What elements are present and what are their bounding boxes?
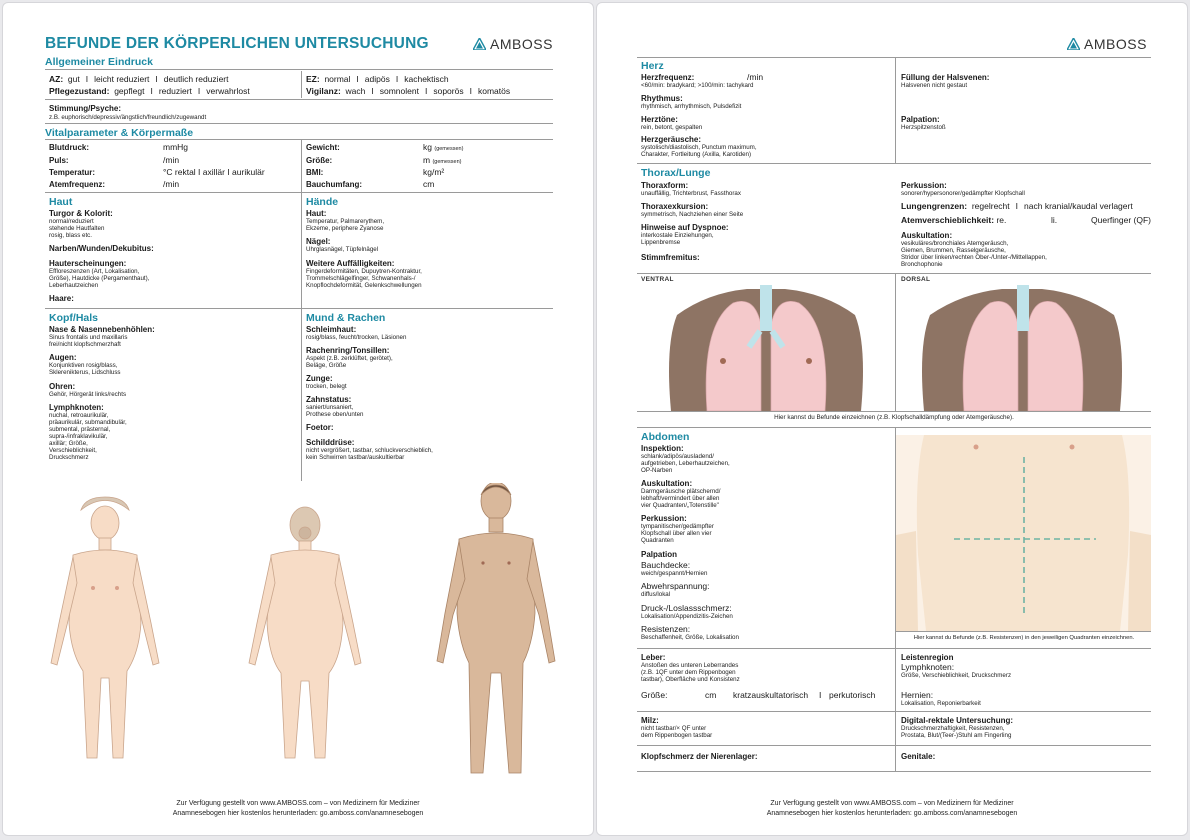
thorax-caption: Hier kannst du Befunde einzeichnen (z.B. Klopfschalldämpfung oder Atemgeräusche). [774,414,1014,421]
amboss-logo [473,36,553,52]
nase-label: Nase & Nasennebenhöhlen: [49,325,155,334]
vigilanz-row: Vigilanz: wach I somnolent I soporös I komatös [306,86,511,96]
halsvenen-label: Füllung der Halsvenen: [901,73,990,82]
abdomen-caption: Hier kannst du Befunde (z.B. Resistenzen) in den jeweiligen Quadranten einzeichnen. [913,635,1135,641]
body-figures [43,483,563,793]
haende-haut-hint: Temperatur, Palmarerythem, Ekzeme, periphere Zyanose [306,218,385,232]
rhythmus-hint: rhythmisch, arrhythmisch, Pulsdefizit [641,103,742,110]
hauters-label: Hauterscheinungen: [49,259,127,268]
section-vital: Vitalparameter & Körpermaße [45,127,194,139]
leiste-label: Leistenregion [901,653,954,662]
inspektion-label: Inspektion: [641,444,684,453]
download-link[interactable]: Anamnesebogen hier kostenlos herunterladen: go.amboss.com/anamnesebogen [172,810,424,817]
ventral-label: VENTRAL [641,276,674,283]
gewicht-label: Gewicht: [306,143,340,152]
section-herz: Herz [641,60,664,72]
dru-label: Digital-rektale Untersuchung: [901,716,1014,725]
herzfreq-unit: /min [747,72,764,82]
abwehr-hint: diffus/lokal [641,591,671,598]
leber-label: Leber: [641,653,666,662]
schild-hint: nicht vergrößert, tastbar, schluckverschieblich, kein Schwirren tastbar/auskultierbar [306,447,433,461]
az-option[interactable]: leicht reduziert [94,74,150,84]
footer: Zur Verfügung gestellt von www.AMBOSS.com – von Medizinern für Mediziner Anamnesebogen hier kostenlos herunterladen: go.amboss.com/anamnesebogen [597,799,1187,819]
herzfreq-label: Herzfrequenz: [641,73,695,82]
blutdruck-unit: mmHg [163,142,189,152]
lungengrenzen-option[interactable]: nach kranial/kaudal verlagert [1024,201,1133,211]
atem-unit: /min [163,179,180,189]
abdomen-perk-hint: tympanitischer/gedämpfter Klopfschall über allen vier Quadranten [641,523,714,544]
bmi-unit: kg/m² [423,167,445,177]
turgor-hint: normal/reduziert stehende Hautfalten rosig, blass etc. [49,218,105,239]
herz-palp-label: Palpation: [901,115,940,124]
ez-option[interactable]: normal [324,74,351,84]
az-option[interactable]: gut [67,74,80,84]
abdomen-ausk-label: Auskultation: [641,479,693,488]
ez-row: EZ: normal I adipös I kachektisch [306,74,449,84]
thoraxform-hint: unauffällig, Trichterbrust, Fassthorax [641,190,741,197]
zahn-label: Zahnstatus: [306,395,352,404]
pflege-option[interactable]: reduziert [158,86,192,96]
amboss-wordmark: AMBOSS [490,36,553,52]
ez-option[interactable]: kachektisch [404,74,449,84]
az-option[interactable]: deutlich reduziert [163,74,229,84]
dyspnoe-label: Hinweise auf Dyspnoe: [641,223,729,232]
amboss-triangle-icon [1067,38,1080,50]
hernien-label: Hernien: [901,690,934,700]
herzgeraeusche-label: Herzgeräusche: [641,135,702,144]
thorax-perk-hint: sonorer/hypersonorer/gedämpfter Klopfschall [901,190,1025,197]
vigilanz-option[interactable]: komatös [477,86,511,96]
rhythmus-label: Rhythmus: [641,94,683,103]
left-page [2,2,594,836]
schleim-label: Schleimhaut: [306,325,357,334]
atem-label: Atemfrequenz: [49,180,106,189]
puls-unit: /min [163,155,180,165]
schild-label: Schilddrüse: [306,438,355,447]
resist-hint: Beschaffenheit, Größe, Lokalisation [641,634,739,641]
female-front-figure [51,497,159,758]
dru-hint: Druckschmerzhaftigkeit, Resistenzen, Prostata, Blut/(Teer-)Stuhl am Fingerling [901,725,1012,739]
section-abdomen: Abdomen [641,431,690,443]
milz-hint: nicht tastbar/× QF unter dem Rippenbogen tastbar [641,725,713,739]
narben-label: Narben/Wunden/Dekubitus: [49,244,154,253]
blutdruck-label: Blutdruck: [49,143,89,152]
genitale-label: Genitale: [901,752,936,761]
bauchdecke-hint: weich/gespannt/Hernien [641,570,708,577]
zunge-hint: trocken, belegt [306,383,347,390]
section-haut: Haut [49,196,73,208]
leiste-lymph-label: Lymphknoten: [901,662,955,672]
hauters-hint: Effloreszenzen (Art, Lokalisation, Größe), Hautdicke (Pergamenthaut), Leberhautzeichen [49,268,150,289]
stimmung-label: Stimmung/Psyche: [49,104,122,113]
section-haende: Hände [306,196,339,208]
naegel-hint: Uhrglasnägel, Tüpfelnägel [306,246,379,253]
weitere-hint: Fingerdeformitäten, Dupuytren-Kontraktur, Trommelschlägelfinger, Schwanenhals-/ Knopflochdeformität, Gelenkschwellungen [306,268,422,289]
section-thorax: Thorax/Lunge [641,167,711,179]
bauch-label: Bauchumfang: [306,180,362,189]
female-back-figure [249,507,361,758]
exkursion-label: Thoraxexkursion: [641,202,709,211]
abdomen-ausk-hint: Darmgeräusche plätschernd/ lebhaft/vermindert über allen vier Quadranten/„Totenstille" [641,488,721,509]
bauchdecke-label: Bauchdecke: [641,560,691,570]
zunge-label: Zunge: [306,374,333,383]
weitere-label: Weitere Auffälligkeiten: [306,259,395,268]
leber-option[interactable]: perkutorisch [829,690,876,700]
section-kopf: Kopf/Hals [49,312,99,324]
groesse-label: Größe: [306,156,333,165]
haende-haut-label: Haut: [306,209,327,218]
resist-label: Resistenzen: [641,624,691,634]
herzfreq-hint: <60/min: bradykard; >100/min: tachykard [641,82,754,89]
stimmung-hint: z.B. euphorisch/depressiv/ängstlich/freundlich/zugewandt [49,114,207,121]
foetor-label: Foetor: [306,423,334,432]
bauch-unit: cm [423,179,435,189]
herz-palp-hint: Herzspitzenstoß [901,124,946,131]
thorax-dorsal-drawing[interactable] [896,285,1151,411]
druck-hint: Lokalisation/Appendizitis-Zeichen [641,613,733,620]
herzgeraeusche-hint: systolisch/diastolisch, Punctum maximum, Charakter, Fortleitung (Axilla, Karotiden) [641,144,757,158]
leber-groesse-row: Größe: cm kratzauskultatorisch I perkutorisch [641,690,876,700]
temp-label: Temperatur: [49,168,96,177]
halsvenen-hint: Halsvenen nicht gestaut [901,82,968,89]
dorsal-label: DORSAL [901,276,931,283]
amboss-logo [1067,36,1147,52]
vigilanz-option[interactable]: somnolent [379,86,419,96]
inspektion-hint: schlank/adipös/ausladend/ aufgetrieben, Leberhautzeichen, OP-Narben [641,453,730,474]
herztoene-hint: rein, betont, gespalten [641,124,703,131]
ohren-label: Ohren: [49,382,76,391]
temp-unit: °C rektal I axillär I aurikulär [163,167,265,177]
exkursion-hint: symmetrisch, Nachziehen einer Seite [641,211,744,218]
naegel-label: Nägel: [306,237,331,246]
thorax-ausk-hint: vesikuläres/bronchiales Atemgeräusch, Giemen, Brummen, Rasselgeräusche, Stridor über linken/rechten Ober-/Unter-/Mittellappen, Bronchophonie [901,240,1047,268]
turgor-label: Turgor & Kolorit: [49,209,113,218]
druck-label: Druck-/Loslassschmerz: [641,603,732,613]
lymph-label: Lymphknoten: [49,403,104,412]
pflege-option[interactable]: verwahrlost [206,86,250,96]
page-title: BEFUNDE DER KÖRPERLICHEN UNTERSUCHUNG [45,35,429,52]
abdomen-drawing[interactable] [896,435,1151,631]
section-mund: Mund & Rachen [306,312,386,324]
zahn-hint: saniert/unsaniert, Prothese oben/unten [306,404,364,418]
vigilanz-option[interactable]: wach [345,86,366,96]
augen-hint: Konjunktiven rosig/blass, Sklerenikterus, Lidschluss [49,362,121,376]
bmi-label: BMI: [306,168,324,177]
footer: Zur Verfügung gestellt von www.AMBOSS.com – von Medizinern für Mediziner Anamnesebogen hier kostenlos herunterladen: go.amboss.com/anamnesebogen [3,799,593,819]
schleim-hint: rosig/blass, feucht/trocken, Läsionen [306,334,407,341]
abdomen-palp-label: Palpation [641,550,678,559]
leber-hint: Anstoßen des unteren Leberrandes (z.B. 1QF unter dem Rippenbogen tastbar), Oberfläche und Konsistenz [641,662,740,683]
rachen-hint: Aspekt (z.B. zerklüftet, gerötet), Beläge, Größe [306,355,393,369]
groesse-unit: m (gemessen) [423,155,462,165]
rachen-label: Rachenring/Tonsillen: [306,346,390,355]
amboss-triangle-icon [473,38,486,50]
ez-option[interactable]: adipös [364,74,390,84]
nierenlager-label: Klopfschmerz der Nierenlager: [641,752,758,761]
stimmfremitus-label: Stimmfremitus: [641,253,700,262]
thorax-ausk-label: Auskultation: [901,231,953,240]
vigilanz-option[interactable]: soporös [433,86,464,96]
abwehr-label: Abwehrspannung: [641,581,710,591]
leber-option[interactable]: kratzauskultatorisch [733,690,809,700]
pflege-option[interactable]: gepflegt [114,86,145,96]
puls-label: Puls: [49,156,69,165]
lungengrenzen-option[interactable]: regelrecht [971,201,1010,211]
male-front-figure [437,483,555,773]
nase-hint: Sinus frontalis und maxillaris frei/nicht klopfschmerzhaft [49,334,128,348]
section-allgemein: Allgemeiner Eindruck [45,56,153,68]
thoraxform-label: Thoraxform: [641,181,689,190]
ohren-hint: Gehör, Hörgerät links/rechts [49,391,127,398]
amboss-wordmark: AMBOSS [1084,36,1147,52]
augen-label: Augen: [49,353,77,362]
gewicht-unit: kg (gemessen) [423,142,464,152]
pflege-row: Pflegezustand: gepflegt I reduziert I verwahrlost [49,86,250,96]
right-page [596,2,1188,836]
dyspnoe-hint: interkostale Einziehungen, Lippenbremse [641,232,714,246]
thorax-perk-label: Perkussion: [901,181,947,190]
leiste-lymph-hint: Größe, Verschieblichkeit, Druckschmerz [901,672,1012,679]
lymph-hint: nuchal, retroaurikulär, präaurikulär, submandibulär, submental, prästernal, supra-/infraklavikulär, axillär; Größe, Verschieblichkeit, Druckschmerz [49,412,127,461]
download-link[interactable]: Anamnesebogen hier kostenlos herunterladen: go.amboss.com/anamnesebogen [766,810,1018,817]
abdomen-perk-label: Perkussion: [641,514,687,523]
lungengrenzen-row: Lungengrenzen: regelrecht I nach kranial/kaudal verlagert [901,201,1133,211]
hernien-hint: Lokalisation, Reponierbarkeit [901,700,981,707]
thorax-ventral-drawing[interactable] [637,285,895,411]
atemverschieb-row: Atemverschieblichkeit: re. li. Querfinger (QF) [901,215,1151,225]
az-row: AZ: gut I leicht reduziert I deutlich reduziert [49,74,229,84]
herztoene-label: Herztöne: [641,115,678,124]
milz-label: Milz: [641,716,659,725]
haare-label: Haare: [49,294,74,303]
